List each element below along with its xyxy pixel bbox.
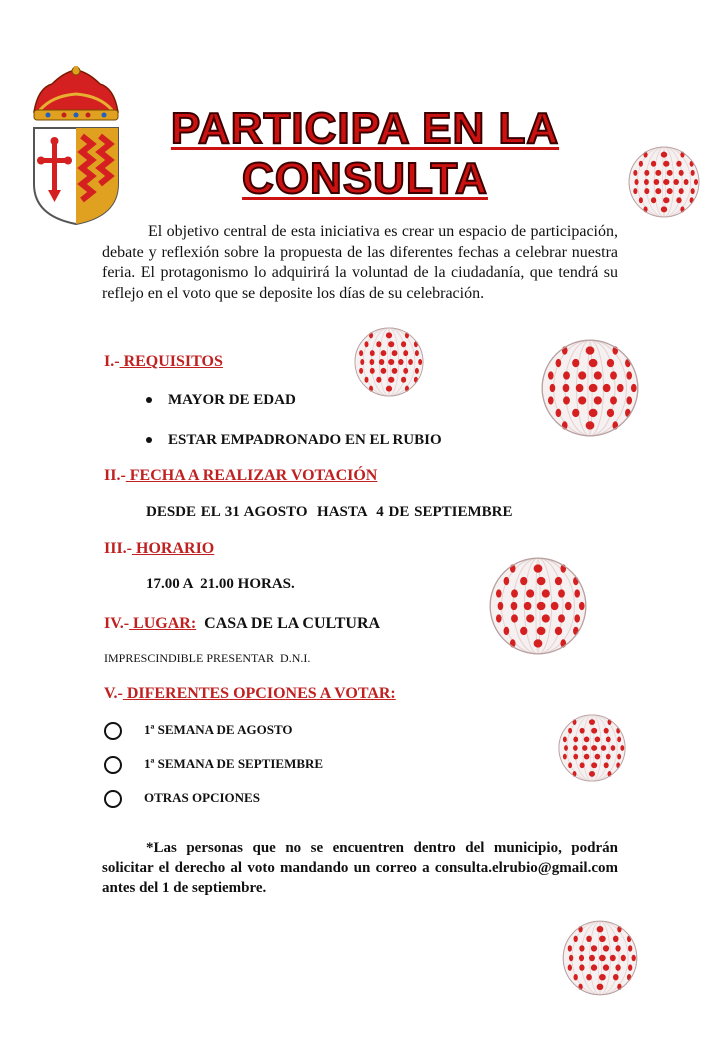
list-item: ESTAR EMPADRONADO EN EL RUBIO	[146, 430, 442, 470]
id-requirement-note: IMPRESCINDIBLE PRESENTAR D.N.I.	[104, 651, 311, 665]
requirements-list	[146, 390, 442, 470]
section-requisitos	[104, 352, 223, 372]
section-number: III.-	[104, 540, 133, 557]
section-label: HORARIO	[132, 540, 215, 557]
section-horario	[104, 539, 214, 559]
title-line-2: CONSULTA	[242, 154, 488, 203]
section-lugar	[104, 614, 380, 634]
section-number: V.-	[104, 685, 123, 702]
option-item	[104, 754, 323, 788]
footnote: *Las personas que no se encuentren dentro del municipio, podrán solicitar el derecho al voto mandando un correo a consulta.elrubio@gmail.com antes del 1 de septiembre.	[102, 840, 618, 896]
voting-options	[104, 720, 323, 822]
voting-hours: 17.00 A 21.00 HORAS.	[146, 576, 295, 592]
section-number: II.-	[104, 467, 126, 484]
voting-place: CASA DE LA CULTURA	[204, 615, 381, 632]
paper-lantern-icon	[538, 336, 642, 440]
radio-circle-icon[interactable]	[104, 790, 122, 808]
option-label: OTRAS OPCIONES	[144, 790, 260, 805]
section-number: I.-	[104, 353, 120, 370]
section-number: IV.-	[104, 615, 130, 632]
section-fecha	[104, 466, 377, 486]
section-label: DIFERENTES OPCIONES A VOTAR:	[122, 685, 396, 702]
list-item: MAYOR DE EDAD	[146, 390, 442, 430]
section-label: FECHA A REALIZAR VOTACIÓN	[125, 467, 378, 484]
radio-circle-icon[interactable]	[104, 756, 122, 774]
option-item	[104, 720, 323, 754]
coat-of-arms-icon	[28, 66, 124, 226]
paper-lantern-icon	[486, 554, 590, 658]
title-line-1: PARTICIPA EN LA	[170, 104, 560, 153]
page-title	[120, 104, 610, 204]
section-label: LUGAR:	[129, 615, 197, 632]
section-label: REQUISITOS	[119, 353, 223, 370]
option-label: 1ª SEMANA DE SEPTIEMBRE	[144, 756, 324, 771]
radio-circle-icon[interactable]	[104, 722, 122, 740]
section-opciones	[104, 684, 396, 704]
paper-lantern-icon	[626, 144, 702, 220]
paper-lantern-icon	[556, 710, 628, 786]
option-label: 1ª SEMANA DE AGOSTO	[144, 722, 293, 737]
voting-dates: DESDE EL 31 AGOSTO HASTA 4 DE SEPTIEMBRE	[146, 504, 513, 520]
intro-paragraph: El objetivo central de esta iniciativa es crear un espacio de participación, debate y reflexión sobre la propuesta de las diferentes fechas a celebrar nuestra feria. El protagonismo lo adquirirá la voluntad de la ciudadanía, que tendrá su reflejo en el voto que se deposite los días de su celebración.	[102, 223, 618, 302]
paper-lantern-icon	[560, 916, 640, 1000]
paper-lantern-icon	[352, 324, 426, 400]
option-item	[104, 788, 323, 822]
